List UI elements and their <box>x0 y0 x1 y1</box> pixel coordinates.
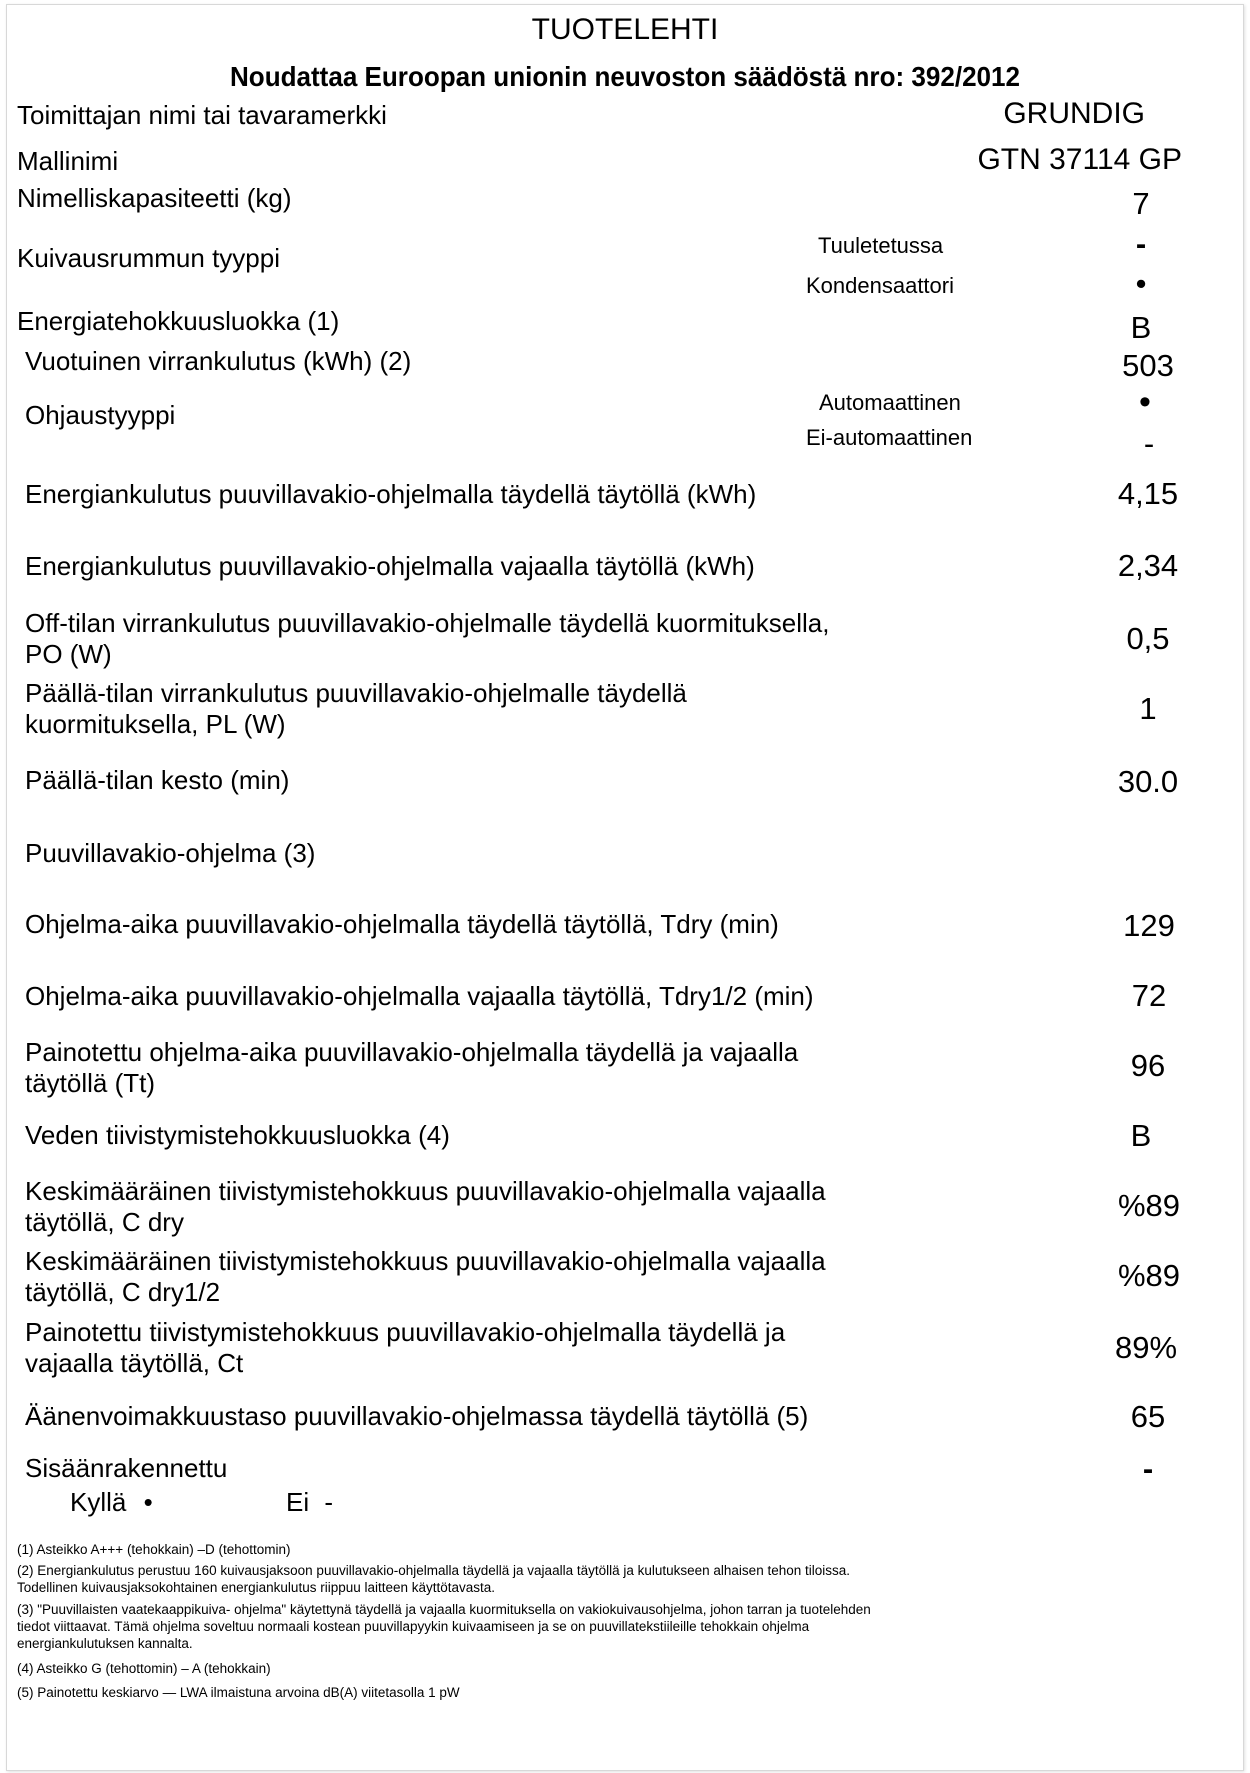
built-in-no-mark: - <box>324 1487 334 1517</box>
drum-type-option-condenser: Kondensaattori <box>806 273 954 298</box>
condensation-class-label: Veden tiivistymistehokkuusluokka (4) <box>25 1120 450 1150</box>
model-value: GTN 37114 GP <box>977 143 1182 176</box>
control-type-label: Ohjaustyyppi <box>25 400 176 430</box>
energy-class-value: B <box>1130 310 1152 345</box>
noise-value: 65 <box>1130 1399 1166 1434</box>
built-in-label: Sisäänrakennettu <box>25 1453 228 1483</box>
cond-full-label <box>25 1176 826 1238</box>
footnote-1: (1) Asteikko A+++ (tehokkain) –D (tehottomin) <box>17 1542 291 1557</box>
footnote-3-line1: (3) "Puuvillaisten vaatekaappikuiva- ohjelma" käytettynä täydellä ja vajaalla kuormituksella on vakiokuivausohjelma, johon tarran ja tuotelehden <box>17 1602 871 1617</box>
cond-partial-value: %89 <box>1117 1258 1181 1293</box>
left-on-mode-value: 1 <box>1139 691 1157 726</box>
supplier-label: Toimittajan nimi tai tavaramerkki <box>17 100 387 130</box>
drum-type-option-vented: Tuuletetussa <box>818 233 944 258</box>
energy-partial-value: 2,34 <box>1117 548 1179 583</box>
control-type-option-automatic: Automaattinen <box>819 390 961 415</box>
standard-program-label: Puuvillavakio-ohjelma (3) <box>25 838 316 868</box>
drum-type-label: Kuivausrummun tyyppi <box>17 243 280 273</box>
time-partial-label: Ohjelma-aika puuvillavakio-ohjelmalla vajaalla täytöllä, Tdry1/2 (min) <box>25 981 814 1011</box>
cond-weighted-label-line1: Painotettu tiivistymistehokkuus puuvillavakio-ohjelmalla täydellä ja <box>25 1317 786 1347</box>
annual-consumption-label: Vuotuinen virrankulutus (kWh) (2) <box>25 346 412 376</box>
off-mode-value: 0,5 <box>1126 621 1170 656</box>
footnote-4: (4) Asteikko G (tehottomin) – A (tehokkain) <box>17 1661 271 1676</box>
energy-full-label: Energiankulutus puuvillavakio-ohjelmalla täydellä täytöllä (kWh) <box>25 479 757 509</box>
footnote-3-line3: energiankulutuksen kannalta. <box>17 1636 193 1651</box>
energy-partial-label: Energiankulutus puuvillavakio-ohjelmalla vajaalla täytöllä (kWh) <box>25 551 755 581</box>
off-mode-label-line2: PO (W) <box>25 639 112 669</box>
regulation-subtitle: Noudattaa Euroopan unionin neuvoston säädöstä nro: 392/2012 <box>229 61 1021 92</box>
cond-partial-label <box>25 1246 826 1308</box>
cond-full-label-line1: Keskimääräinen tiivistymistehokkuus puuvillavakio-ohjelmalla vajaalla <box>25 1176 826 1206</box>
drum-type-vented-value: - <box>1135 226 1147 261</box>
condensation-class-value: B <box>1130 1118 1152 1153</box>
cond-full-label-line2: täytöllä, C dry <box>25 1207 184 1237</box>
left-on-mode-label <box>25 678 687 740</box>
footnote-5: (5) Painotettu keskiarvo — LWA ilmaistuna arvoina dB(A) viitetasolla 1 pW <box>17 1685 460 1700</box>
cond-partial-label-line2: täytöllä, C dry1/2 <box>25 1277 221 1307</box>
footnote-2-line1: (2) Energiankulutus perustuu 160 kuivausjaksoon puuvillavakio-ohjelmalla täydellä ja vajaalla täytöllä ja kulutukseen alhaisen tehon tiloissa. <box>17 1563 850 1578</box>
footnote-2-line2: Todellinen kuivausjaksokohtainen energiankulutus riippuu laitteen käyttötavasta. <box>17 1580 496 1595</box>
time-partial-value: 72 <box>1131 978 1167 1013</box>
time-weighted-value: 96 <box>1130 1048 1166 1083</box>
built-in-yes-mark: • <box>143 1487 153 1517</box>
control-type-automatic-value: • <box>1139 383 1151 421</box>
supplier-value: GRUNDIG <box>1003 97 1145 130</box>
off-mode-label <box>25 608 829 670</box>
cond-partial-label-line1: Keskimääräinen tiivistymistehokkuus puuvillavakio-ohjelmalla vajaalla <box>25 1246 826 1276</box>
time-full-label: Ohjelma-aika puuvillavakio-ohjelmalla täydellä täytöllä, Tdry (min) <box>25 909 779 939</box>
footnote-3-line2: tiedot viittaavat. Tämä ohjelma soveltuu normaali kostean puuvillapyykin kuivaamiseen ja se on puuvillatekstiileille tehokkain ohjelma <box>17 1619 810 1634</box>
built-in-no-label: Ei <box>286 1487 310 1517</box>
left-on-mode-label-line2: kuormituksella, PL (W) <box>25 709 286 739</box>
cond-weighted-value: 89% <box>1114 1330 1178 1365</box>
noise-label: Äänenvoimakkuustaso puuvillavakio-ohjelmassa täydellä täytöllä (5) <box>25 1401 809 1431</box>
annual-consumption-value: 503 <box>1122 348 1174 383</box>
energy-class-label: Energiatehokkuusluokka (1) <box>17 306 340 336</box>
cond-weighted-label-line2: vajaalla täytöllä, Ct <box>25 1348 244 1378</box>
built-in-yes-label: Kyllä <box>70 1487 127 1517</box>
off-mode-label-line1: Off-tilan virrankulutus puuvillavakio-ohjelmalle täydellä kuormituksella, <box>25 608 830 638</box>
built-in-no <box>286 1487 333 1518</box>
cond-weighted-label <box>25 1317 785 1379</box>
built-in-yes <box>70 1487 153 1518</box>
control-type-manual-value: - <box>1143 426 1155 461</box>
left-on-mode-label-line1: Päällä-tilan virrankulutus puuvillavakio-ohjelmalle täydellä <box>25 678 687 708</box>
cond-full-value: %89 <box>1117 1188 1181 1223</box>
time-full-value: 129 <box>1123 908 1175 943</box>
time-weighted-label <box>25 1037 798 1099</box>
built-in-value: - <box>1142 1451 1154 1486</box>
energy-full-value: 4,15 <box>1117 476 1179 511</box>
capacity-value: 7 <box>1132 186 1150 221</box>
capacity-label: Nimelliskapasiteetti (kg) <box>17 183 292 213</box>
time-weighted-label-line2: täytöllä (Tt) <box>25 1068 156 1098</box>
left-on-duration-value: 30.0 <box>1117 764 1179 799</box>
time-weighted-label-line1: Painotettu ohjelma-aika puuvillavakio-ohjelmalla täydellä ja vajaalla <box>25 1037 799 1067</box>
model-label: Mallinimi <box>17 146 119 176</box>
drum-type-condenser-value: • <box>1135 266 1147 301</box>
page-title: TUOTELEHTI <box>531 13 719 46</box>
control-type-option-manual: Ei-automaattinen <box>806 425 973 450</box>
left-on-duration-label: Päällä-tilan kesto (min) <box>25 765 290 795</box>
